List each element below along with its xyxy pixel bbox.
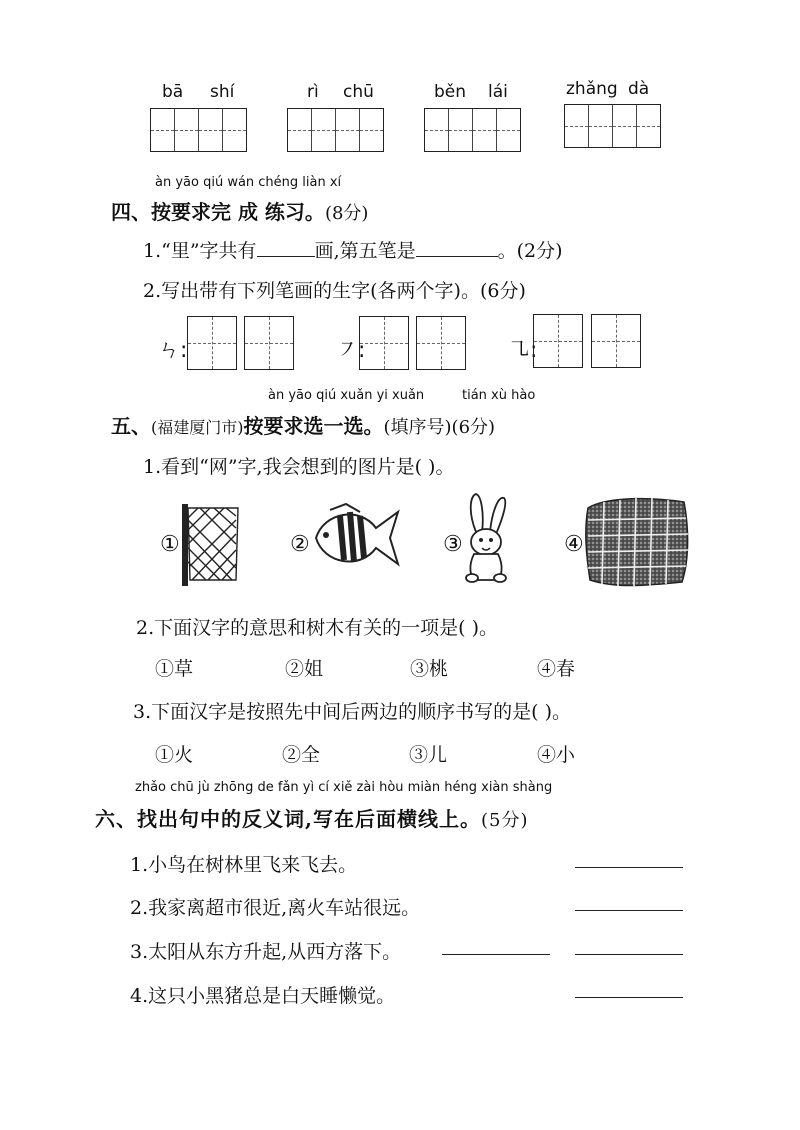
section-number: 四、: [111, 200, 151, 224]
answer-line[interactable]: [575, 909, 683, 911]
q2-option-3[interactable]: ③桃: [410, 658, 449, 680]
q3-option-2[interactable]: ②全: [282, 744, 321, 766]
picture-label: ③: [443, 532, 463, 557]
pinyin-text: lái: [488, 82, 508, 102]
section-number: 六、: [95, 807, 137, 831]
section4-pinyin: àn yāo qiú wán chéng liàn xí: [155, 175, 342, 190]
question-text: 。(2分): [497, 240, 563, 262]
stroke-label: ㄣ:: [158, 338, 188, 363]
tian-grid[interactable]: [244, 316, 294, 370]
pinyin-text: chū: [343, 82, 374, 102]
section-title-text: 找出句中的反义词,写在后面横线上。: [137, 807, 481, 831]
section5-pinyin: tián xù hào: [462, 388, 536, 403]
writing-grid[interactable]: [424, 108, 521, 152]
answer-blank[interactable]: [257, 238, 315, 257]
pinyin-text: běn: [434, 82, 467, 102]
stroke-label: ㇇:: [336, 338, 366, 363]
section5-pinyin: àn yāo qiú xuǎn yi xuǎn: [268, 388, 425, 403]
tian-grid[interactable]: [416, 316, 466, 370]
section5-question-1: 1.看到“网”字,我会想到的图片是( )。: [143, 456, 455, 478]
question-text: 画,第五笔是: [314, 240, 416, 262]
section-score: (8分): [324, 203, 369, 224]
section-score: (5分): [480, 810, 529, 831]
section-note: (填序号): [383, 417, 452, 438]
pinyin-text: dà: [628, 79, 650, 99]
section-number: 五、: [111, 414, 151, 438]
section4-question-1: [143, 236, 563, 263]
answer-line[interactable]: [575, 996, 683, 998]
writing-grid[interactable]: [564, 104, 661, 148]
section-title-text: 按要求完 成 练习。: [151, 200, 325, 224]
region-note: (福建厦门市): [151, 418, 244, 437]
answer-line[interactable]: [575, 866, 683, 868]
section5-question-3: 3.下面汉字是按照先中间后两边的顺序书写的是( )。: [133, 701, 571, 723]
section4-question-2: 2.写出带有下列笔画的生字(各两个字)。(6分): [143, 280, 526, 302]
q2-option-2[interactable]: ②姐: [285, 658, 324, 680]
picture-label: ②: [290, 532, 310, 557]
section5-question-2: 2.下面汉字的意思和树木有关的一项是( )。: [136, 617, 498, 639]
tian-grid[interactable]: [533, 314, 583, 368]
writing-grid[interactable]: [150, 108, 247, 152]
picture-label: ④: [564, 532, 584, 557]
pinyin-text: rì: [307, 82, 319, 102]
picture-label: ①: [160, 532, 180, 557]
section-score: (6分): [451, 417, 496, 438]
stroke-label: ㇈:: [508, 338, 538, 363]
answer-blank[interactable]: [416, 238, 498, 257]
fish-icon: [310, 502, 402, 572]
rabbit-icon: [462, 492, 512, 586]
answer-line[interactable]: [575, 953, 683, 955]
q3-option-1[interactable]: ①火: [155, 744, 194, 766]
section4-title: [111, 196, 368, 225]
q3-option-4[interactable]: ④小: [537, 744, 576, 766]
antonym-item-4: 4.这只小黑猪总是白天睡懒觉。: [130, 985, 396, 1007]
tian-grid[interactable]: [591, 314, 641, 368]
tian-grid[interactable]: [359, 316, 409, 370]
antonym-item-1: 1.小鸟在树林里飞来飞去。: [130, 854, 358, 876]
section5-title: [111, 410, 495, 439]
pinyin-text: shí: [210, 82, 235, 102]
answer-line[interactable]: [442, 953, 550, 955]
q3-option-3[interactable]: ③儿: [409, 744, 448, 766]
net-icon: [180, 500, 242, 588]
writing-grid[interactable]: [287, 108, 384, 152]
q2-option-1[interactable]: ①草: [155, 658, 194, 680]
question-text: 1.“里”字共有: [143, 240, 257, 262]
section6-title: [95, 803, 528, 832]
pinyin-text: zhǎng: [566, 79, 618, 99]
tian-grid[interactable]: [187, 316, 237, 370]
q2-option-4[interactable]: ④春: [537, 658, 576, 680]
pinyin-text: bā: [162, 82, 184, 102]
antonym-item-2: 2.我家离超市很近,离火车站很远。: [130, 897, 421, 919]
section-title-text: 按要求选一选。: [243, 414, 384, 438]
antonym-item-3: 3.太阳从东方升起,从西方落下。: [130, 941, 402, 963]
section6-pinyin: zhǎo chū jù zhōng de fǎn yì cí xiě zài hòu miàn héng xiàn shàng: [135, 780, 553, 795]
grate-mat-icon: [584, 494, 690, 588]
